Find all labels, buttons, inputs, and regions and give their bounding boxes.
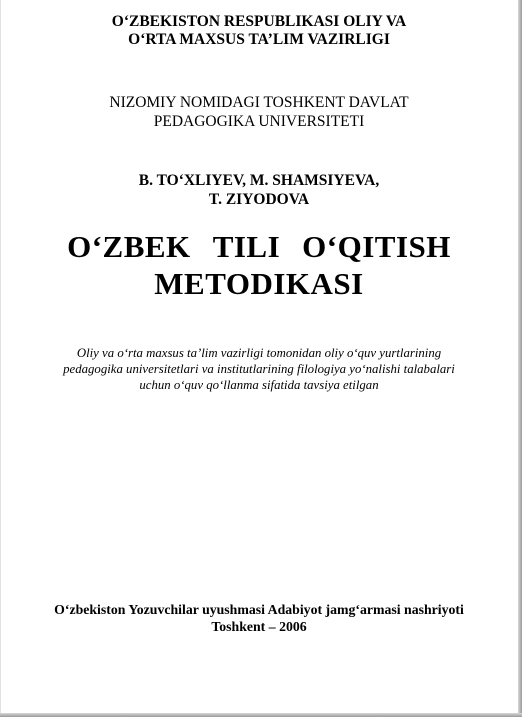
place-year-line: Toshkent – 2006 [211, 619, 307, 634]
note-line-3: uchun o‘quv qo‘llanma sifatida tavsiya etilgan [139, 378, 379, 392]
title-word-3: O‘QITISH [302, 229, 451, 264]
page-bottom-shadow [0, 713, 522, 717]
title-line-2: METODIKASI [154, 266, 364, 301]
title-word-2: TILI [212, 229, 281, 264]
authors [0, 172, 518, 209]
book-title [0, 228, 518, 302]
note-line-2: pedagogika universitetlari va institutlarining filologiya yo‘nalishi talabalari [63, 362, 455, 376]
university-line-2: PEDAGOGIKA UNIVERSITETI [153, 113, 365, 130]
authors-line-2: T. ZIYODOVA [208, 190, 310, 208]
publisher-line: O‘zbekiston Yozuvchilar uyushmasi Adabiyot jamg‘armasi nashriyoti [54, 602, 464, 617]
ministry-line-1: O‘ZBEKISTON RESPUBLIKASI OLIY VA [111, 13, 407, 30]
ministry-line-2: O‘RTA MAXSUS TA’LIM VAZIRLIGI [128, 31, 390, 48]
title-line-1 [0, 228, 518, 265]
approval-note [0, 345, 518, 393]
ministry-heading [0, 13, 518, 49]
authors-line-1: B. TO‘XLIYEV, M. SHAMSIYEVA, [138, 172, 380, 189]
university-line-1: NIZOMIY NOMIDAGI TOSHKENT DAVLAT [109, 94, 409, 111]
note-line-1: Oliy va o‘rta maxsus ta’lim vazirligi tomonidan oliy o‘quv yurtlarining [76, 346, 442, 360]
university-heading [0, 93, 518, 131]
publisher-imprint [0, 601, 518, 635]
page-right-shadow [518, 0, 522, 717]
title-word-1: O‘ZBEK [67, 229, 191, 264]
